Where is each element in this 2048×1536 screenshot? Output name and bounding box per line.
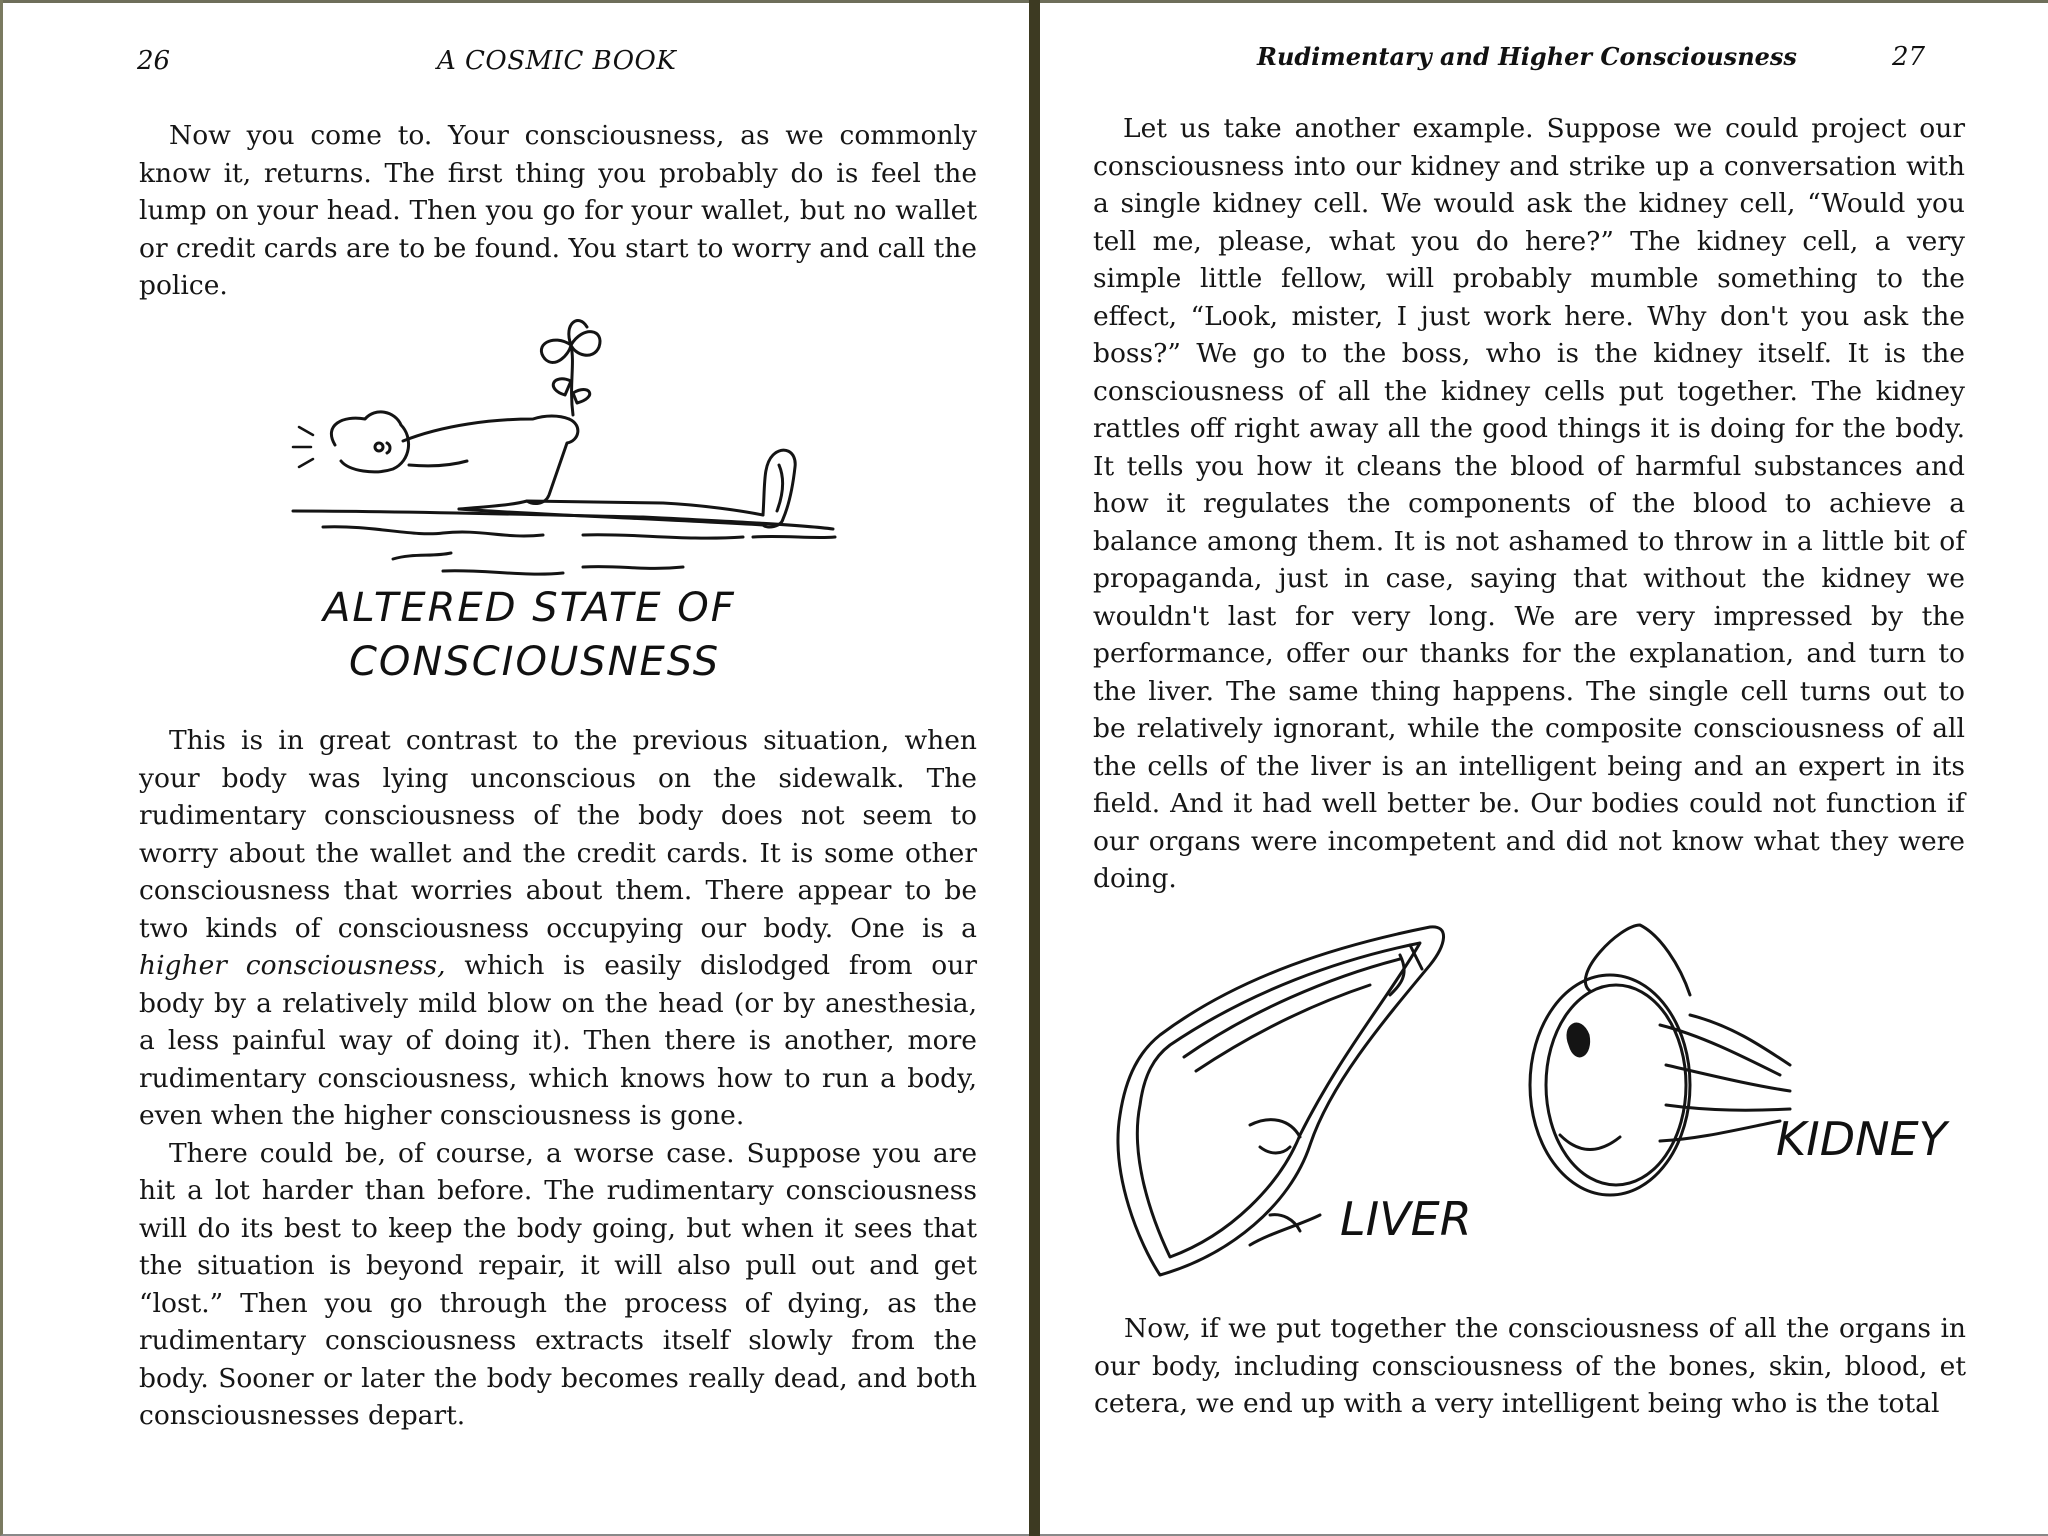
page-number-left: 26 (137, 46, 171, 76)
paragraph: There could be, of course, a worse case. Suppose you are hit a lot harder than before. The rudimentary consciousness will do its best to keep the body going, but when it sees that the situation is beyond repair, it will also pull out and get “lost.” Then you go through the process of dying, as the rudimentary consciousness extracts itself slowly from the body. Sooner or later the body becomes really dead, and both consciousnesses depart. (139, 1137, 977, 1431)
running-head-right: Rudimentary and Higher Consciousness (1257, 42, 1797, 71)
paragraph: Let us take another example. Suppose we could project our consciousness into our kidney and strike up a conversation with a single kidney cell. We would ask the kidney cell, “Would you tell me, please, what you do here?” The kidney cell, a very simple little fellow, will probably mumble something to the effect, “Look, mister, I just work here. Why don't you ask the boss?” We go to the boss, who is the kidney itself. It is the consciousness of all the kidney cells put together. The kidney rattles off right away all the good things it is doing for the body. It tells you how it cleans the blood of harmful substances and how it regulates the components of the blood to achieve a balance among them. It is not ashamed to throw in a little bit of propaganda, just in case, saying that without the kidney we wouldn't last for very long. We are very impressed by the performance, offer our thanks for the explanation, and turn to the liver. The same thing happens. The single cell turns out to be relatively ignorant, while the composite consciousness of all the cells of the liver is an intelligent being and an expert in its field. And it had well better be. Our bodies could not function if our organs were incompetent and did not know what they were doing. (1093, 113, 1965, 894)
altered-state-illustration (283, 315, 843, 695)
kidney-drawing (1530, 925, 1790, 1195)
left-text-top (139, 117, 977, 305)
right-text-top (1093, 110, 1965, 898)
running-head-left: A COSMIC BOOK (437, 46, 677, 76)
left-text-bottom (139, 722, 977, 1435)
book-gutter (1029, 0, 1040, 1536)
illustration-caption-line2: CONSCIOUSNESS (349, 639, 721, 685)
organs-illustration (1100, 915, 1980, 1295)
page-number-right: 27 (1892, 42, 1926, 72)
paragraph: Now, if we put together the consciousness of all the organs in our body, including consciousness of the bones, skin, blood, et cetera, we end up with a very intelligent being who is the total (1094, 1313, 1966, 1419)
right-text-bottom (1094, 1310, 1966, 1423)
right-page (1040, 0, 2048, 1536)
paragraph: This is in great contrast to the previous situation, when your body was lying unconscious on the sidewalk. The rudimentary consciousness of the body does not seem to worry about the wallet and the credit cards. It is some other consciousness that worries about them. There appear to be two kinds of consciousness occupying our body. One is a higher consciousness, which is easily dislodged from our body by a relatively mild blow on the head (or by anesthesia, a less painful way of doing it). Then there is another, more rudimentary consciousness, which knows how to run a body, even when the higher consciousness is gone. (139, 725, 977, 1131)
liver-label: LIVER (1340, 1192, 1472, 1246)
paragraph: Now you come to. Your consciousness, as we commonly know it, returns. The first thing you probably do is feel the lump on your head. Then you go for your wallet, but no wallet or credit cards are to be found. You start to worry and call the police. (139, 120, 977, 301)
illustration-caption-line1: ALTERED STATE OF (323, 585, 736, 631)
emphasis: higher consciousness, (139, 950, 446, 981)
kidney-label: KIDNEY (1776, 1112, 1947, 1166)
